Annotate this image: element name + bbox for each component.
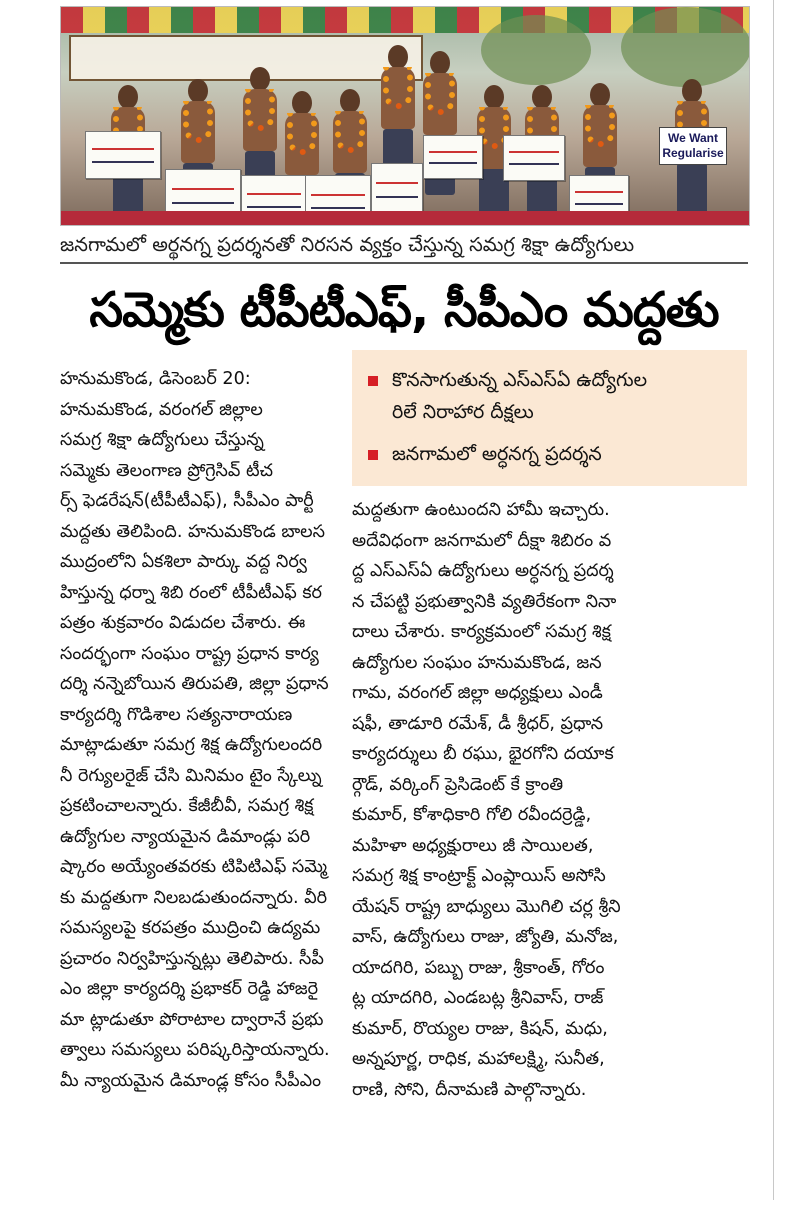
article-line: అన్నపూర్ణ, రాధిక, మహాలక్ష్మి, సునీత, [352, 1049, 605, 1069]
protest-placard [371, 163, 423, 217]
article-line: త్వాలు సమస్యలు పరిష్కరిస్తాయన్నారు. [60, 1040, 330, 1060]
article-line: ప్రచారం నిర్వహిస్తున్నట్లు తెలిపారు. సీపీ [60, 948, 324, 969]
article-line: ట్ల యాదగిరి, ఎండబట్ల శ్రీనివాస్, రాజ్ [352, 988, 604, 1008]
article-line: సందర్భంగా సంఘం రాష్ట్ర ప్రధాన కార్య [60, 643, 319, 664]
article-line: కు మద్దతుగా నిలబడుతుందన్నారు. వీరి [60, 887, 328, 908]
article-column-left [60, 364, 342, 1096]
highlight-line: కొనసాగుతున్న ఎస్ఎస్ఏ ఉద్యోగుల [392, 369, 648, 391]
protest-placard [85, 131, 161, 179]
headline: సమ్మెకు టీపీటీఎఫ్, సీపీఎం మద్దతు [89, 282, 719, 338]
article-line: ర్గౌడ్, వర్కింగ్ ప్రెసిడెంట్ కే క్రాంతి [352, 774, 564, 795]
article-line: కార్యదర్శి గొడిశాల సత్యనారాయణ [60, 704, 293, 725]
article-line: న చేపట్టి ప్రభుత్వానికి వ్యతిరేకంగా నినా [352, 591, 617, 612]
article-line: సమగ్ర శిక్ష కాంట్రాక్ట్ ఎంప్లాయిస్ అసోసి [352, 866, 606, 886]
tree-canopy [481, 15, 591, 85]
highlight-line: జనగామలో అర్ధనగ్న ప్రదర్శన [392, 443, 602, 465]
caption-divider [60, 262, 748, 264]
article-line: ఎం జిల్లా కార్యదర్శి ప్రభాకర్ రెడ్డి హాజరై [60, 979, 319, 999]
article-line: మద్దతు తెలిపింది. హనుమకొండ బాలస [60, 521, 326, 542]
article-line: మహిళా అధ్యక్షురాలు జీ సాయిలత, [352, 835, 594, 856]
article-line: మద్దతుగా ఉంటుందని హామీ ఇచ్చారు. [352, 500, 610, 520]
regularise-placard: We Want Regularise [659, 127, 727, 165]
article-line: పత్రం శుక్రవారం విడుదల చేశారు. ఈ [60, 613, 306, 633]
article-line: దాలు చేశారు. కార్యక్రమంలో సమగ్ర శిక్ష [352, 622, 611, 642]
article-line: కుమార్, రొయ్యల రాజు, కిషన్, మధు, [352, 1018, 608, 1039]
article-line: ముద్రంలోని ఏకశిలా పార్కు వద్ద నిర్వ [60, 552, 307, 572]
article-line: రాణి, సోని, దీనామణి పాల్గొన్నారు. [352, 1079, 587, 1100]
article-line: ఉద్యోగుల సంఘం హనుమకొండ, జన [352, 652, 602, 673]
article-line: మాట్లాడుతూ సమగ్ర శిక్ష ఉద్యోగులందరి [60, 735, 323, 755]
article-line: సమగ్ర శిక్షా ఉద్యోగులు చేస్తున్న [60, 430, 264, 450]
article-line: హిస్తున్న ధర్నా శిబి రంలో టీపీటీఎఫ్ కర [60, 582, 322, 603]
highlight-line: రిలే నిరాహార దీక్షలు [392, 401, 534, 423]
page-margin-line [773, 0, 774, 1200]
article-line: కార్యదర్శులు బీ రఘు, భైరగోని దయాక [352, 744, 614, 764]
article-line: వాస్, ఉద్యోగులు రాజు, జ్యోతి, మనోజ, [352, 927, 619, 947]
article-line: కుమార్, కోశాధికారి గోలి రవీందర్రెడ్డి, [352, 805, 592, 825]
highlight-item [368, 364, 738, 428]
article-line: ష్కారం అయ్యేంతవరకు టిపిటిఎఫ్ సమ్మె [60, 857, 328, 877]
article-line: నీ రెగ్యులరైజ్ చేసి మినిమం టైం స్కేల్ను [60, 765, 322, 786]
bullet-square-icon [368, 376, 378, 386]
article-line: గామ, వరంగల్ జిల్లా అధ్యక్షులు ఎండీ [352, 683, 603, 703]
article-line: యేషన్ రాష్ట్ర బాధ్యులు మొగిలి చర్ల శ్రీని [352, 896, 621, 917]
article-line: మీ న్యాయమైన డిమాండ్ల కోసం సీపీఎం [60, 1070, 322, 1091]
photo-caption: జనగామలో అర్థనగ్న ప్రదర్శనతో నిరసన వ్యక్తం చేస్తున్న సమగ్ర శిక్షా ఉద్యోగులు [60, 233, 635, 256]
highlight-item [368, 438, 738, 470]
article-line: షఫీ, తాడూరి రమేశ్, డీ శ్రీధర్, ప్రధాన [352, 713, 604, 734]
article-line: హనుమకొండ, డిసెంబర్ 20: [60, 369, 251, 389]
red-carpet [61, 211, 749, 225]
article-line: అదేవిధంగా జనగామలో దీక్షా శిబిరం వ [352, 530, 612, 551]
tree-canopy [621, 7, 750, 87]
article-line: దర్శి నన్నెబోయిన తిరుపతి, జిల్లా ప్రధాన [60, 674, 329, 694]
article-line: సమస్యలపై కరపత్రం ముద్రించి ఉద్యమ [60, 918, 321, 938]
news-photo [60, 6, 750, 226]
bullet-square-icon [368, 450, 378, 460]
article-line: ప్రకటించాలన్నారు. కేజీబీవీ, సమగ్ర శిక్ష [60, 796, 314, 816]
article-line: మా ట్లాడుతూ పోరాటాల ద్వారానే ప్రభు [60, 1009, 324, 1030]
protest-placard [503, 135, 565, 181]
article-column-right [352, 495, 748, 1105]
article-line: హనుమకొండ, వరంగల్ జిల్లాల [60, 399, 263, 420]
article-line: సమ్మెకు తెలంగాణ ప్రోగ్రెసివ్ టీచ [60, 460, 273, 481]
protest-placard [423, 135, 483, 179]
article-line: ఉద్యోగుల న్యాయమైన డిమాండ్లు పరి [60, 826, 311, 847]
article-line: యాదగిరి, పబ్బు రాజు, శ్రీకాంత్, గోరం [352, 957, 605, 978]
article-line: ర్స్ ఫెడరేషన్(టీపీటీఎఫ్), సీపీఎం పార్టీ [60, 491, 314, 511]
highlights-box [352, 350, 747, 486]
article-line: ద్ద ఎస్ఎస్ఏ ఉద్యోగులు అర్ధనగ్న ప్రదర్శ [352, 561, 614, 581]
